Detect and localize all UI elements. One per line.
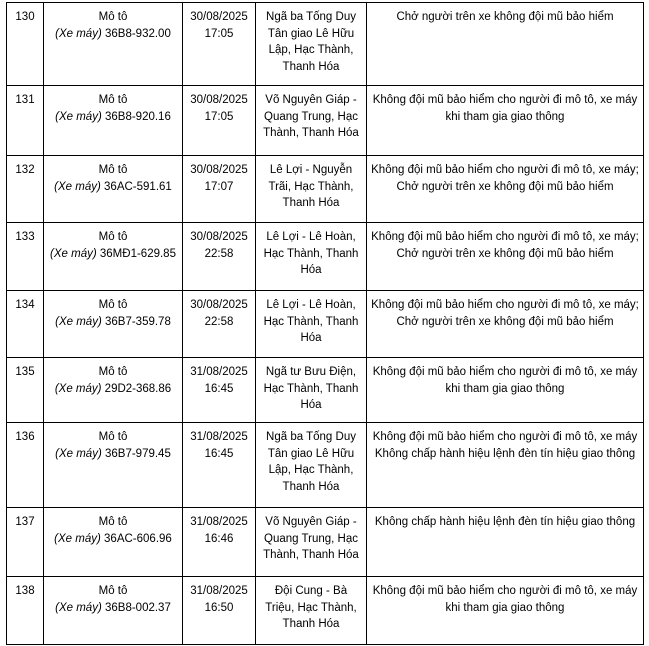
violation-behavior-line: Chở người trên xe không đội mũ bảo hiểm bbox=[396, 315, 614, 328]
cell-violation-behavior bbox=[367, 508, 644, 577]
violation-clock: 16:45 bbox=[204, 382, 234, 395]
vehicle-plate-line bbox=[47, 600, 179, 617]
cell-violation-place: Lê Lợi - Lê Hoàn, Hạc Thành, Thanh Hóa bbox=[256, 223, 367, 291]
cell-vehicle bbox=[44, 156, 183, 223]
cell-vehicle bbox=[44, 291, 183, 358]
vehicle-type-label: Mô tô bbox=[98, 94, 128, 106]
violation-date: 30/08/2025 bbox=[190, 164, 248, 176]
cell-vehicle bbox=[44, 423, 183, 508]
cell-violation-time bbox=[183, 291, 256, 358]
cell-vehicle bbox=[44, 577, 183, 645]
cell-sequence-number: 134 bbox=[7, 291, 44, 358]
table-row bbox=[7, 156, 644, 223]
vehicle-type-label: Mô tô bbox=[98, 585, 128, 597]
cell-violation-behavior bbox=[367, 3, 644, 86]
cell-violation-time bbox=[183, 577, 256, 645]
violation-clock: 22:58 bbox=[204, 247, 234, 260]
cell-violation-place: Lê Lợi - Nguyễn Trãi, Hạc Thành, Thanh Hóa bbox=[256, 156, 367, 223]
vehicle-plate-number: 36B8-002.37 bbox=[104, 601, 171, 614]
violation-behavior-line: Không đội mũ bảo hiểm cho người đi mô tô, xe máy bbox=[372, 431, 638, 443]
cell-vehicle bbox=[44, 223, 183, 291]
table-row bbox=[7, 86, 644, 156]
cell-violation-place: Võ Nguyên Giáp - Quang Trung, Hạc Thành, Thanh Hóa bbox=[256, 508, 367, 577]
vehicle-plate-number: 36B7-979.45 bbox=[104, 447, 171, 460]
violation-date: 31/08/2025 bbox=[190, 366, 248, 378]
violation-date: 30/08/2025 bbox=[190, 11, 248, 23]
cell-violation-behavior bbox=[367, 156, 644, 223]
cell-violation-behavior bbox=[367, 358, 644, 423]
violation-clock: 22:58 bbox=[204, 315, 234, 328]
violations-table-body bbox=[7, 3, 644, 645]
violation-behavior-line: Không chấp hành hiệu lệnh đèn tín hiệu giao thông bbox=[374, 447, 636, 460]
vehicle-plate-line bbox=[47, 26, 179, 43]
table-row bbox=[7, 577, 644, 645]
violation-behavior-line: Không đội mũ bảo hiểm cho người đi mô tô, xe máy khi tham gia giao thông bbox=[372, 366, 638, 395]
vehicle-plate-note: (Xe máy) bbox=[54, 382, 102, 395]
table-row bbox=[7, 358, 644, 423]
violation-clock: 16:45 bbox=[204, 447, 234, 460]
cell-vehicle bbox=[44, 3, 183, 86]
cell-violation-behavior bbox=[367, 423, 644, 508]
violation-behavior-line: Không đội mũ bảo hiểm cho người đi mô tô, xe máy khi tham gia giao thông bbox=[372, 585, 638, 614]
vehicle-plate-note: (Xe máy) bbox=[54, 532, 101, 545]
cell-violation-behavior bbox=[367, 223, 644, 291]
cell-violation-place: Đội Cung - Bà Triệu, Hạc Thành, Thanh Hóa bbox=[256, 577, 367, 645]
violation-date: 30/08/2025 bbox=[190, 299, 248, 311]
vehicle-type-label: Mô tô bbox=[98, 231, 128, 243]
cell-violation-time bbox=[183, 508, 256, 577]
cell-violation-time bbox=[183, 86, 256, 156]
vehicle-plate-number: 36B7-359.78 bbox=[104, 315, 171, 328]
vehicle-plate-number: 36AC-606.96 bbox=[104, 532, 172, 545]
vehicle-plate-note: (Xe máy) bbox=[55, 110, 102, 123]
cell-violation-place: Ngã ba Tống Duy Tân giao Lê Hữu Lập, Hạc Thành, Thanh Hóa bbox=[256, 423, 367, 508]
vehicle-type-label: Mô tô bbox=[98, 164, 128, 176]
vehicle-plate-line bbox=[47, 314, 179, 331]
vehicle-plate-number: 36AC-591.61 bbox=[104, 180, 172, 193]
vehicle-plate-note: (Xe máy) bbox=[55, 601, 102, 614]
cell-violation-time bbox=[183, 156, 256, 223]
vehicle-plate-line bbox=[47, 246, 179, 263]
vehicle-plate-line bbox=[47, 446, 179, 463]
vehicle-plate-line bbox=[47, 531, 179, 548]
vehicle-type-label: Mô tô bbox=[98, 431, 128, 443]
violation-date: 30/08/2025 bbox=[190, 231, 248, 243]
vehicle-plate-line bbox=[47, 109, 179, 126]
cell-violation-place: Lê Lợi - Lê Hoàn, Hạc Thành, Thanh Hóa bbox=[256, 291, 367, 358]
cell-violation-behavior bbox=[367, 291, 644, 358]
vehicle-plate-note: (Xe máy) bbox=[54, 180, 101, 193]
cell-sequence-number: 135 bbox=[7, 358, 44, 423]
vehicle-plate-number: 36B8-920.16 bbox=[104, 110, 171, 123]
cell-sequence-number: 130 bbox=[7, 3, 44, 86]
violation-clock: 17:05 bbox=[204, 110, 234, 123]
violation-date: 31/08/2025 bbox=[190, 585, 248, 597]
violation-behavior-line: Chở người trên xe không đội mũ bảo hiểm bbox=[396, 11, 614, 23]
cell-violation-behavior bbox=[367, 577, 644, 645]
vehicle-plate-line bbox=[47, 179, 179, 196]
vehicle-plate-note: (Xe máy) bbox=[55, 447, 102, 460]
violations-table bbox=[6, 2, 644, 645]
vehicle-type-label: Mô tô bbox=[98, 516, 128, 528]
vehicle-plate-number: 29D2-368.86 bbox=[104, 382, 172, 395]
table-row bbox=[7, 3, 644, 86]
cell-sequence-number: 131 bbox=[7, 86, 44, 156]
cell-violation-place: Ngã tư Bưu Điện, Hạc Thành, Thanh Hóa bbox=[256, 358, 367, 423]
cell-sequence-number: 136 bbox=[7, 423, 44, 508]
violation-clock: 17:05 bbox=[204, 27, 234, 40]
violation-behavior-line: Chở người trên xe không đội mũ bảo hiểm bbox=[396, 247, 614, 260]
table-row bbox=[7, 508, 644, 577]
cell-sequence-number: 137 bbox=[7, 508, 44, 577]
vehicle-plate-line bbox=[47, 381, 179, 398]
table-row bbox=[7, 291, 644, 358]
table-row bbox=[7, 423, 644, 508]
violation-clock: 17:07 bbox=[204, 180, 234, 193]
vehicle-type-label: Mô tô bbox=[98, 366, 128, 378]
violation-behavior-line: Không chấp hành hiệu lệnh đèn tín hiệu giao thông bbox=[374, 516, 636, 528]
cell-violation-time bbox=[183, 223, 256, 291]
cell-violation-time bbox=[183, 423, 256, 508]
cell-violation-behavior bbox=[367, 86, 644, 156]
cell-violation-time bbox=[183, 358, 256, 423]
cell-sequence-number: 138 bbox=[7, 577, 44, 645]
cell-vehicle bbox=[44, 86, 183, 156]
cell-vehicle bbox=[44, 358, 183, 423]
cell-violation-time bbox=[183, 3, 256, 86]
violation-behavior-line: Không đội mũ bảo hiểm cho người đi mô tô, xe máy; bbox=[371, 231, 639, 243]
vehicle-plate-number: 36B8-932.00 bbox=[104, 27, 171, 40]
violation-clock: 16:50 bbox=[204, 601, 234, 614]
cell-violation-place: Võ Nguyên Giáp - Quang Trung, Hạc Thành, Thanh Hóa bbox=[256, 86, 367, 156]
vehicle-plate-note: (Xe máy) bbox=[55, 27, 102, 40]
violation-clock: 16:46 bbox=[204, 532, 234, 545]
violation-date: 31/08/2025 bbox=[190, 516, 248, 528]
cell-vehicle bbox=[44, 508, 183, 577]
cell-sequence-number: 133 bbox=[7, 223, 44, 291]
vehicle-type-label: Mô tô bbox=[98, 11, 128, 23]
violation-behavior-line: Chở người trên xe không đội mũ bảo hiểm bbox=[396, 180, 614, 193]
violation-behavior-line: Không đội mũ bảo hiểm cho người đi mô tô, xe máy; bbox=[371, 299, 639, 311]
violation-behavior-line: Không đội mũ bảo hiểm cho người đi mô tô, xe máy; bbox=[371, 164, 639, 176]
vehicle-type-label: Mô tô bbox=[98, 299, 128, 311]
violation-behavior-line: Không đội mũ bảo hiểm cho người đi mô tô, xe máy khi tham gia giao thông bbox=[372, 94, 638, 123]
violation-date: 30/08/2025 bbox=[190, 94, 248, 106]
table-row bbox=[7, 223, 644, 291]
cell-sequence-number: 132 bbox=[7, 156, 44, 223]
vehicle-plate-note: (Xe máy) bbox=[55, 315, 102, 328]
cell-violation-place: Ngã ba Tống Duy Tân giao Lê Hữu Lập, Hạc Thành, Thanh Hóa bbox=[256, 3, 367, 86]
vehicle-plate-note: (Xe máy) bbox=[50, 247, 97, 260]
violation-date: 31/08/2025 bbox=[190, 431, 248, 443]
vehicle-plate-number: 36MĐ1-629.85 bbox=[99, 247, 176, 260]
